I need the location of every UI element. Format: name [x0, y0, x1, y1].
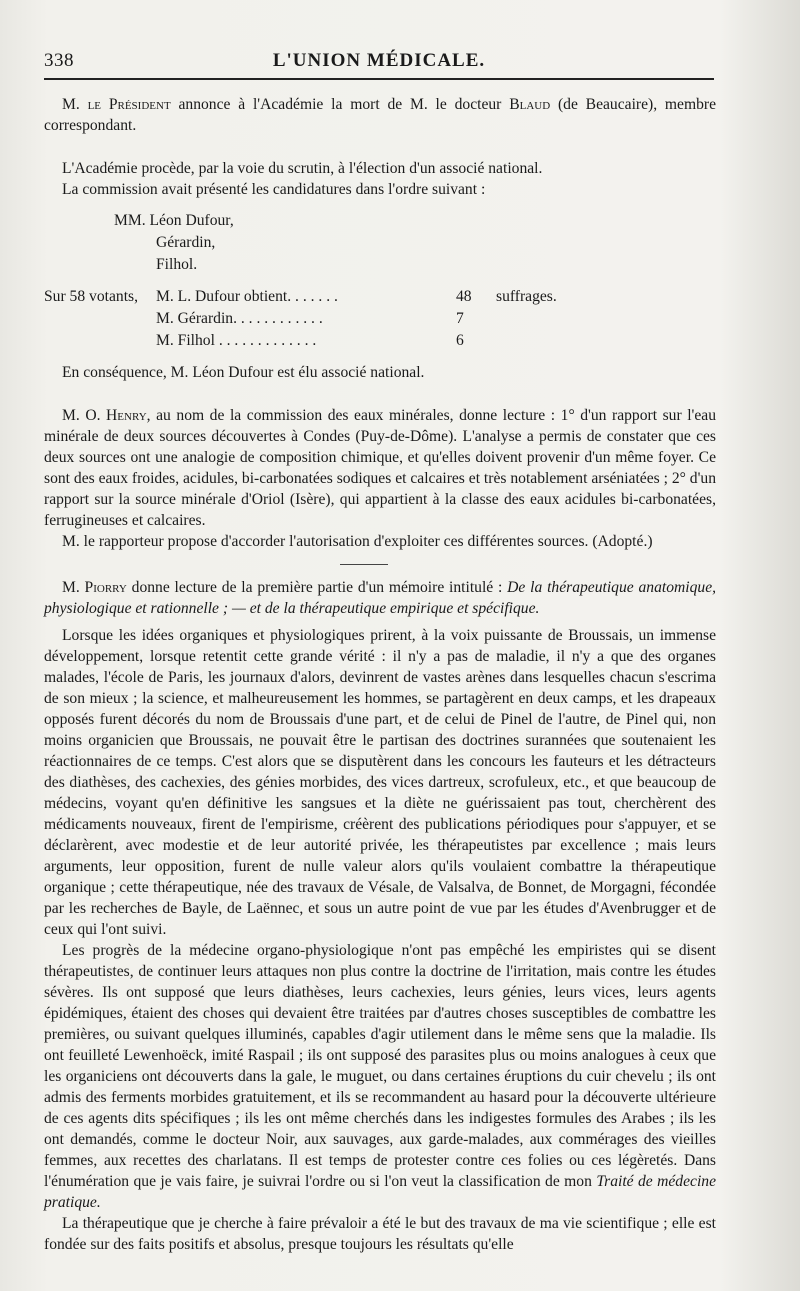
- speaker: M. Piorry: [62, 579, 127, 596]
- vote-candidate: M. L. Dufour obtient. . . . . . .: [156, 288, 338, 305]
- vote-count: 6: [456, 332, 464, 349]
- speaker: M. O. Henry: [62, 407, 147, 424]
- vote-candidate: M. Filhol . . . . . . . . . . . . .: [156, 332, 317, 349]
- person-name: Blaud: [509, 96, 551, 113]
- running-header: [44, 50, 714, 80]
- paragraph-election: L'Académie procède, par la voie du scrutin, à l'élection d'un associé national.: [62, 160, 543, 177]
- paragraph-president: M. le Président annonce à l'Académie la mort de M. le docteur Blaud (de Beaucaire), membre correspondant.: [44, 96, 717, 134]
- paragraph-result: En conséquence, M. Léon Dufour est élu associé national.: [62, 364, 425, 381]
- paragraph-commission: La commission avait présenté les candidatures dans l'ordre suivant :: [62, 181, 486, 198]
- paragraph-body-2: Les progrès de la médecine organo-physiologique n'ont pas empêché les empiristes qui se disent thérapeutistes, de continuer leurs attaques non plus contre la doctrine de l'irritation, mais contre les études sévères. Ils ont supposé que leurs diathèses, leurs cachexies, leurs génies, leurs vices, leurs agents épidémiques, étaient des choses qui devaient être traitées par d'autres choses susceptibles de combattre les premières, ou suivant quelques illuminés, capables d'agir utilement dans le même sens que la maladie. Ils ont feuilleté Lewenhoëck, imité Raspail ; ils ont supposé des parasites plus ou moins analogues à ceux que les organiciens ont découverts dans la gale, le muguet, ou dans certaines éruptions du cuir chevelu ; ils ont admis des ferments morbides gratuitement, et ils se recommandent au hasard pour la découverte ultérieure de ces agents dits spécifiques ; ils les ont même cherchés dans les indigestes formules des Arabes ; ils les ont demandés, comme le docteur Noir, aux sauvages, aux garde-malades, aux commérages des vieilles femmes, aux recettes des charlatans. Il est temps de protester contre ces folies ou ces légèretés. Dans l'énumération que je vais faire, je suivrai l'ordre ou si l'on veut la classification de mon Traité de médecine pratique.: [44, 942, 716, 1211]
- paragraph-rapporteur: M. le rapporteur propose d'accorder l'autorisation d'exploiter ces différentes sources. (Adopté.): [62, 533, 653, 550]
- vote-count: 48: [456, 288, 472, 305]
- candidate-item: Gérardin,: [156, 234, 216, 251]
- paragraph-body-3: La thérapeutique que je cherche à faire prévaloir a été le but des travaux de ma vie scientifique ; elle est fondée sur des faits positifs et absolus, presque toujours les résultats qu'elle: [44, 1215, 716, 1253]
- candidate-list: [114, 210, 716, 276]
- memoir-title: De la thérapeutique anatomique, physiologique et rationnelle ; — et de la thérapeutique empirique et spécifique.: [44, 579, 717, 617]
- article-body: [44, 94, 716, 1255]
- paragraph-henry: M. O. Henry, au nom de la commission des eaux minérales, donne lecture : 1° d'un rapport sur l'eau minérale de deux sources découvertes à Condes (Puy-de-Dôme). L'analyse a permis de constater que ces deux sources ont une analogie de composition chimique, et qu'elles doivent provenir d'un même foyer. Ce sont des eaux froides, acidules, bi-carbonatées sodiques et calcaires et très notablement arséniatées ; 2° d'un rapport sur la source minérale d'Oriol (Isère), qui appartient à la classe des eaux acidules bi-carbonatées, ferrugineuses et calcaires.: [44, 407, 716, 529]
- candidate-item: Filhol.: [156, 256, 198, 273]
- paragraph-body-1: Lorsque les idées organiques et physiologiques prirent, à la voix puissante de Broussais, un immense développement, lorsque retentit cette grande vérité : il n'y a pas de maladie, il n'y a que des organes malades, l'école de Paris, les journaux d'alors, devinrent de vastes arènes dans lesquelles chacun s'escrima de son mieux ; la science, et malheureusement les hommes, se partagèrent en deux camps, et les drapeaux opposés furent décorés du nom de Broussais d'une part, et de celui de Pinel de l'autre, de Pinel qui, non moins organicien que Broussais, ne pouvait être le partisan des doctrines surannées que soutenaient les réactionnaires de ce temps. C'est alors que se disputèrent dans les concours les fauteurs et les détracteurs des diathèses, des cachexies, des génies morbides, des vices dartreux, scrofuleux, etc., et que beaucoup de médecins, voyant qu'en définitive les sangsues et la diète ne guérissaient pas tout, cherchèrent des médicaments nouveaux, firent de l'empirisme, créèrent des publications périodiques pour s'appuyer, et se déclarèrent, avec modestie et de leur autorité privée, les thérapeutistes par excellence ; mais leurs arguments, leur opposition, furent de nulle valeur alors qu'ils voulaient combattre la thérapeutique organique ; cette thérapeutique, née des travaux de Vésale, de Valsalva, de Bonnet, de Morgagni, fécondée par les recherches de Bayle, de Laënnec, et sous un autre point de vue par les études d'Avenbrugger et de ceux qui l'ont suivi.: [44, 627, 716, 938]
- page-number: 338: [44, 50, 74, 71]
- paragraph-piorry: M. Piorry donne lecture de la première partie d'un mémoire intitulé : De la thérapeutique anatomique, physiologique et rationnelle ; — et de la thérapeutique empirique et spécifique.: [44, 579, 717, 617]
- vote-results: [44, 286, 716, 352]
- speaker: M. le Président: [62, 96, 171, 113]
- vote-count: 7: [456, 310, 464, 327]
- journal-title: L'UNION MÉDICALE.: [272, 50, 486, 71]
- vote-candidate: M. Gérardin. . . . . . . . . . . .: [156, 310, 323, 327]
- vote-prefix: Sur 58 votants,: [44, 288, 138, 305]
- section-divider: [340, 564, 388, 565]
- vote-unit: suffrages.: [496, 288, 557, 305]
- candidate-item: MM. Léon Dufour,: [114, 212, 234, 229]
- book-title: Traité de médecine pratique.: [44, 1173, 716, 1211]
